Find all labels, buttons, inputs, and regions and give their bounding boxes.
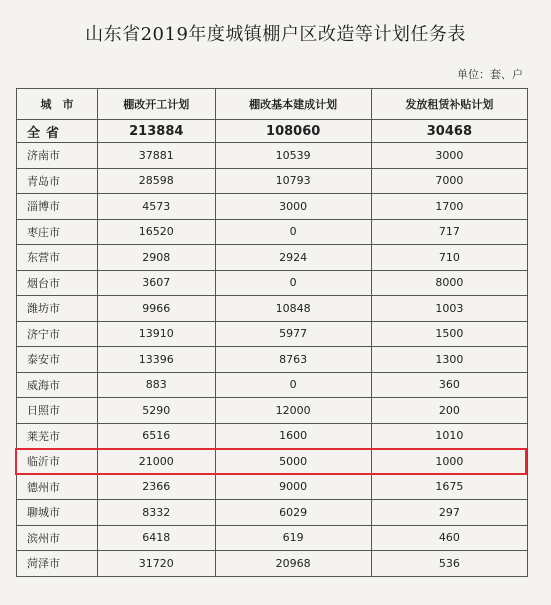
start-cell: 4573	[98, 194, 216, 220]
city-cell: 聊城市	[17, 500, 98, 526]
header-city: 城 市	[17, 89, 98, 120]
start-cell: 28598	[98, 168, 216, 194]
city-cell: 枣庄市	[17, 219, 98, 245]
city-cell: 莱芜市	[17, 423, 98, 449]
total-subsidy: 30468	[371, 120, 527, 143]
complete-cell: 9000	[215, 474, 371, 500]
start-cell: 2908	[98, 245, 216, 271]
city-cell: 德州市	[17, 474, 98, 500]
complete-cell: 0	[215, 219, 371, 245]
subsidy-cell: 717	[371, 219, 527, 245]
city-cell: 济宁市	[17, 321, 98, 347]
table-row	[17, 194, 528, 220]
complete-cell: 6029	[215, 500, 371, 526]
subsidy-cell: 1003	[371, 296, 527, 322]
subsidy-cell: 1300	[371, 347, 527, 373]
city-cell: 青岛市	[17, 168, 98, 194]
table-row	[17, 551, 528, 577]
header-start-plan: 棚改开工计划	[98, 89, 216, 120]
start-cell: 3607	[98, 270, 216, 296]
complete-cell: 20968	[215, 551, 371, 577]
subsidy-cell: 1010	[371, 423, 527, 449]
start-cell: 2366	[98, 474, 216, 500]
table-row	[17, 398, 528, 424]
city-cell: 济南市	[17, 143, 98, 169]
header-subsidy-plan: 发放租赁补贴计划	[371, 89, 527, 120]
city-cell: 滨州市	[17, 525, 98, 551]
table-row	[17, 474, 528, 500]
city-cell: 日照市	[17, 398, 98, 424]
subsidy-cell: 1000	[371, 449, 527, 475]
city-cell: 威海市	[17, 372, 98, 398]
start-cell: 883	[98, 372, 216, 398]
subsidy-cell: 360	[371, 372, 527, 398]
total-label: 全省	[17, 120, 98, 143]
city-cell: 烟台市	[17, 270, 98, 296]
table-row	[17, 372, 528, 398]
complete-cell: 8763	[215, 347, 371, 373]
table-row	[17, 347, 528, 373]
table-row	[17, 525, 528, 551]
subsidy-cell: 536	[371, 551, 527, 577]
subsidy-cell: 1500	[371, 321, 527, 347]
complete-cell: 5977	[215, 321, 371, 347]
plan-table	[16, 88, 528, 577]
table-row	[17, 423, 528, 449]
table-row	[17, 321, 528, 347]
city-cell: 菏泽市	[17, 551, 98, 577]
total-row	[17, 120, 528, 143]
table-row	[17, 143, 528, 169]
page-title: 山东省2019年度城镇棚户区改造等计划任务表	[85, 24, 466, 45]
subsidy-cell: 297	[371, 500, 527, 526]
subsidy-cell: 3000	[371, 143, 527, 169]
total-complete: 108060	[215, 120, 371, 143]
complete-cell: 0	[215, 372, 371, 398]
table-row	[17, 245, 528, 271]
table-row	[17, 168, 528, 194]
start-cell: 16520	[98, 219, 216, 245]
header-complete-plan: 棚改基本建成计划	[215, 89, 371, 120]
complete-cell: 12000	[215, 398, 371, 424]
table-header-row	[17, 89, 528, 120]
table-row	[17, 296, 528, 322]
table-row	[17, 500, 528, 526]
complete-cell: 1600	[215, 423, 371, 449]
start-cell: 9966	[98, 296, 216, 322]
complete-cell: 2924	[215, 245, 371, 271]
table-row	[17, 219, 528, 245]
complete-cell: 10793	[215, 168, 371, 194]
start-cell: 8332	[98, 500, 216, 526]
complete-cell: 3000	[215, 194, 371, 220]
start-cell: 37881	[98, 143, 216, 169]
subsidy-cell: 200	[371, 398, 527, 424]
complete-cell: 5000	[215, 449, 371, 475]
unit-label: 单位：套、户	[457, 68, 523, 81]
start-cell: 6418	[98, 525, 216, 551]
complete-cell: 10848	[215, 296, 371, 322]
complete-cell: 10539	[215, 143, 371, 169]
complete-cell: 0	[215, 270, 371, 296]
start-cell: 13396	[98, 347, 216, 373]
subsidy-cell: 8000	[371, 270, 527, 296]
subsidy-cell: 710	[371, 245, 527, 271]
start-cell: 21000	[98, 449, 216, 475]
table-row	[17, 270, 528, 296]
subsidy-cell: 7000	[371, 168, 527, 194]
start-cell: 5290	[98, 398, 216, 424]
city-cell: 淄博市	[17, 194, 98, 220]
start-cell: 13910	[98, 321, 216, 347]
subsidy-cell: 1700	[371, 194, 527, 220]
total-start: 213884	[98, 120, 216, 143]
complete-cell: 619	[215, 525, 371, 551]
subsidy-cell: 460	[371, 525, 527, 551]
subsidy-cell: 1675	[371, 474, 527, 500]
city-cell: 泰安市	[17, 347, 98, 373]
city-cell: 潍坊市	[17, 296, 98, 322]
start-cell: 6516	[98, 423, 216, 449]
table-row	[17, 449, 528, 475]
city-cell: 东营市	[17, 245, 98, 271]
start-cell: 31720	[98, 551, 216, 577]
city-cell: 临沂市	[17, 449, 98, 475]
